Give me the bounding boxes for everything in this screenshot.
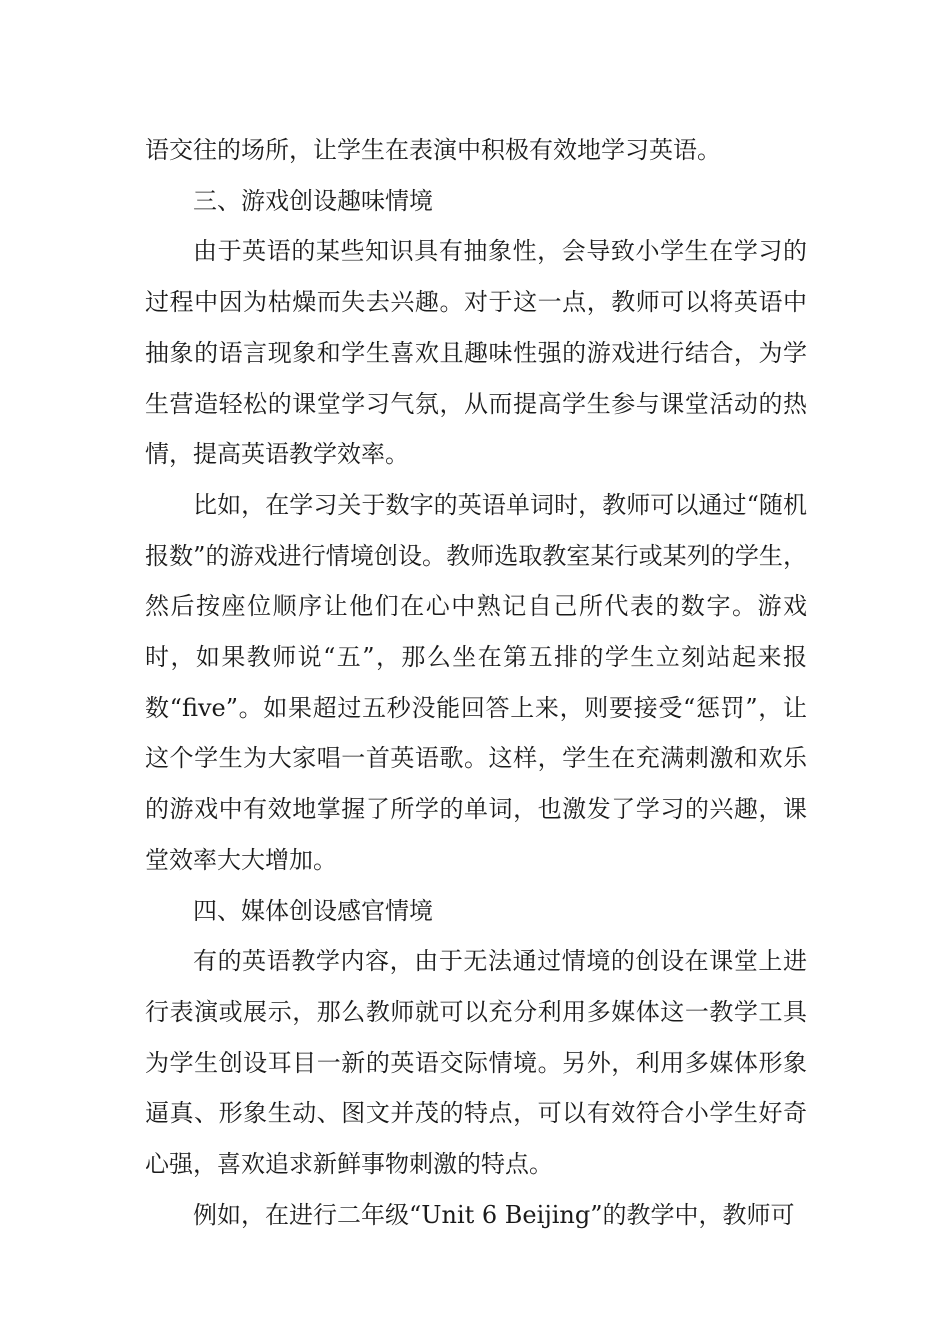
section-heading-3: 三、游戏创设趣味情境 xyxy=(193,186,433,215)
paragraph-continuation: 语交往的场所，让学生在表演中积极有效地学习英语。 xyxy=(145,136,721,164)
body-text xyxy=(145,125,807,1240)
paragraph: 比如，在学习关于数字的英语单词时，教师可以通过“随机报数”的游戏进行情境创设。教师选取教室某行或某列的学生，然后按座位顺序让他们在心中熟记自己所代表的数字。游戏时，如果教师说“五”，那么坐在第五排的学生立刻站起来报数“five”。如果超过五秒没能回答上来，则要接受“惩罚”，让这个学生为大家唱一首英语歌。这样，学生在充满刺激和欢乐的游戏中有效地掌握了所学的单词，也激发了学习的兴趣，课堂效率大大增加。 xyxy=(145,490,807,874)
section-heading-4: 四、媒体创设感官情境 xyxy=(193,896,433,925)
paragraph-partial: 例如，在进行二年级“Unit 6 Beijing”的教学中，教师可 xyxy=(193,1200,795,1229)
paragraph: 由于英语的某些知识具有抽象性，会导致小学生在学习的过程中因为枯燥而失去兴趣。对于这一点，教师可以将英语中抽象的语言现象和学生喜欢且趣味性强的游戏进行结合，为学生营造轻松的课堂学习气氛，从而提高学生参与课堂活动的热情，提高英语教学效率。 xyxy=(145,237,807,469)
paragraph: 有的英语教学内容，由于无法通过情境的创设在课堂上进行表演或展示，那么教师就可以充分利用多媒体这一教学工具为学生创设耳目一新的英语交际情境。另外，利用多媒体形象逼真、形象生动、图文并茂的特点，可以有效符合小学生好奇心强，喜欢追求新鲜事物刺激的特点。 xyxy=(145,947,807,1179)
